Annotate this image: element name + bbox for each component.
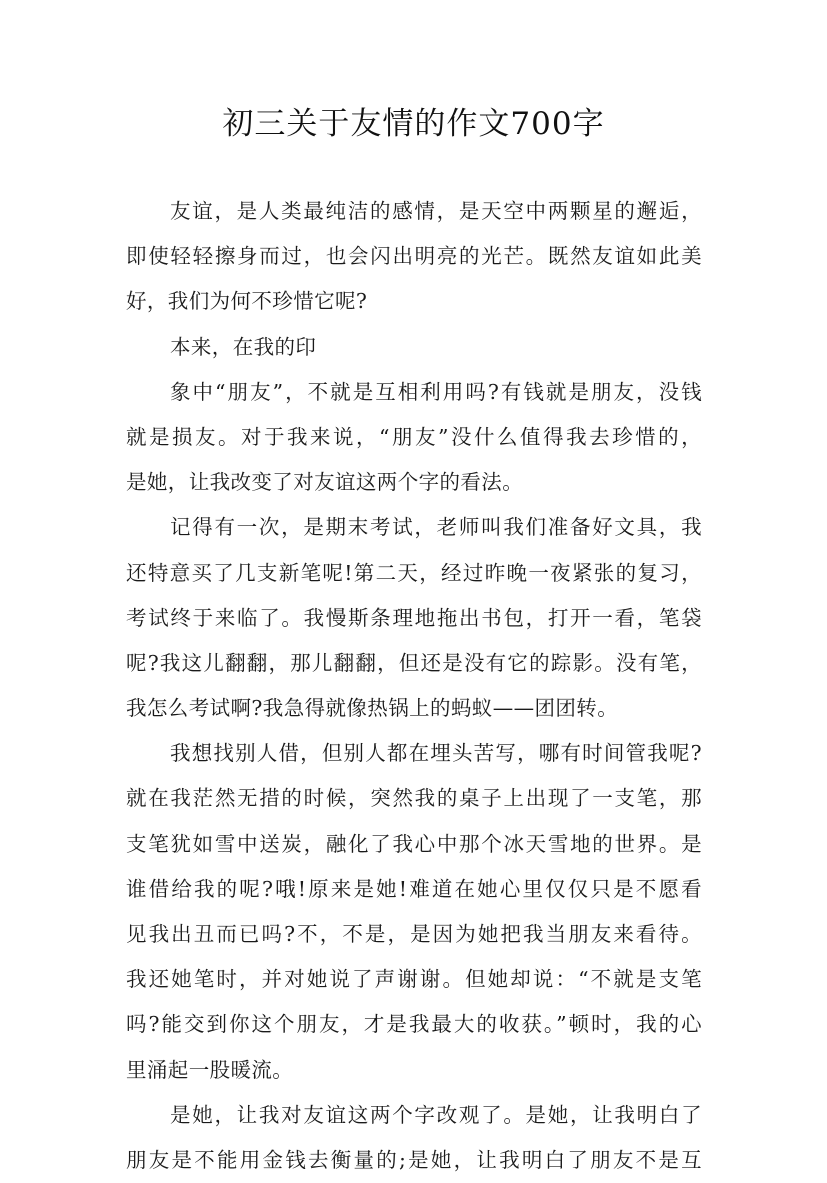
text-line: 友谊，是人类最纯洁的感情，是天空中两颗星的邂逅， bbox=[170, 199, 702, 223]
text-line: 即使轻轻擦身而过，也会闪出明亮的光芒。既然友谊如此美 bbox=[126, 244, 702, 269]
text-line: 是她，让我改变了对友谊这两个字的看法。 bbox=[126, 470, 524, 495]
text-line: 象中“朋友”，不就是互相利用吗?有钱就是朋友，没钱 bbox=[170, 379, 702, 404]
text-line: 朋友是不能用金钱去衡量的;是她，让我明白了朋友不是互 bbox=[126, 1147, 702, 1172]
text-line: 还特意买了几支新笔呢!第二天，经过昨晚一夜紧张的复习， bbox=[126, 560, 702, 585]
text-line: 好，我们为何不珍惜它呢? bbox=[126, 289, 368, 314]
text-line: 吗?能交到你这个朋友，才是我最大的收获。”顿时，我的心 bbox=[126, 1012, 702, 1037]
text-line: 见我出丑而已吗?不，不是，是因为她把我当朋友来看待。 bbox=[126, 922, 702, 946]
text-line: 考试终于来临了。我慢斯条理地拖出书包，打开一看，笔袋 bbox=[126, 605, 702, 630]
text-line: 支笔犹如雪中送炭，融化了我心中那个冰天雪地的世界。是 bbox=[126, 831, 702, 856]
document-title: 初三关于友情的作文700字 bbox=[222, 106, 605, 142]
article-body bbox=[126, 189, 702, 1183]
text-line: 我想找别人借，但别人都在埋头苦写，哪有时间管我呢? bbox=[170, 741, 702, 766]
text-line: 里涌起一股暖流。 bbox=[126, 1057, 294, 1082]
text-line: 本来，在我的印 bbox=[170, 334, 317, 359]
text-line: 我还她笔时，并对她说了声谢谢。但她却说：“不就是支笔 bbox=[126, 967, 702, 992]
text-line: 记得有一次，是期末考试，老师叫我们准备好文具，我 bbox=[170, 515, 702, 540]
text-line: 就在我茫然无措的时候，突然我的桌子上出现了一支笔，那 bbox=[126, 786, 702, 811]
text-line: 是她，让我对友谊这两个字改观了。是她，让我明白了 bbox=[170, 1102, 702, 1127]
text-line: 谁借给我的呢?哦!原来是她!难道在她心里仅仅只是不愿看 bbox=[126, 876, 702, 901]
text-line: 就是损友。对于我来说，“朋友”没什么值得我去珍惜的， bbox=[126, 424, 702, 449]
text-line: 呢?我这儿翻翻，那儿翻翻，但还是没有它的踪影。没有笔， bbox=[126, 650, 702, 675]
text-line: 我怎么考试啊?我急得就像热锅上的蚂蚁——团团转。 bbox=[126, 696, 619, 721]
